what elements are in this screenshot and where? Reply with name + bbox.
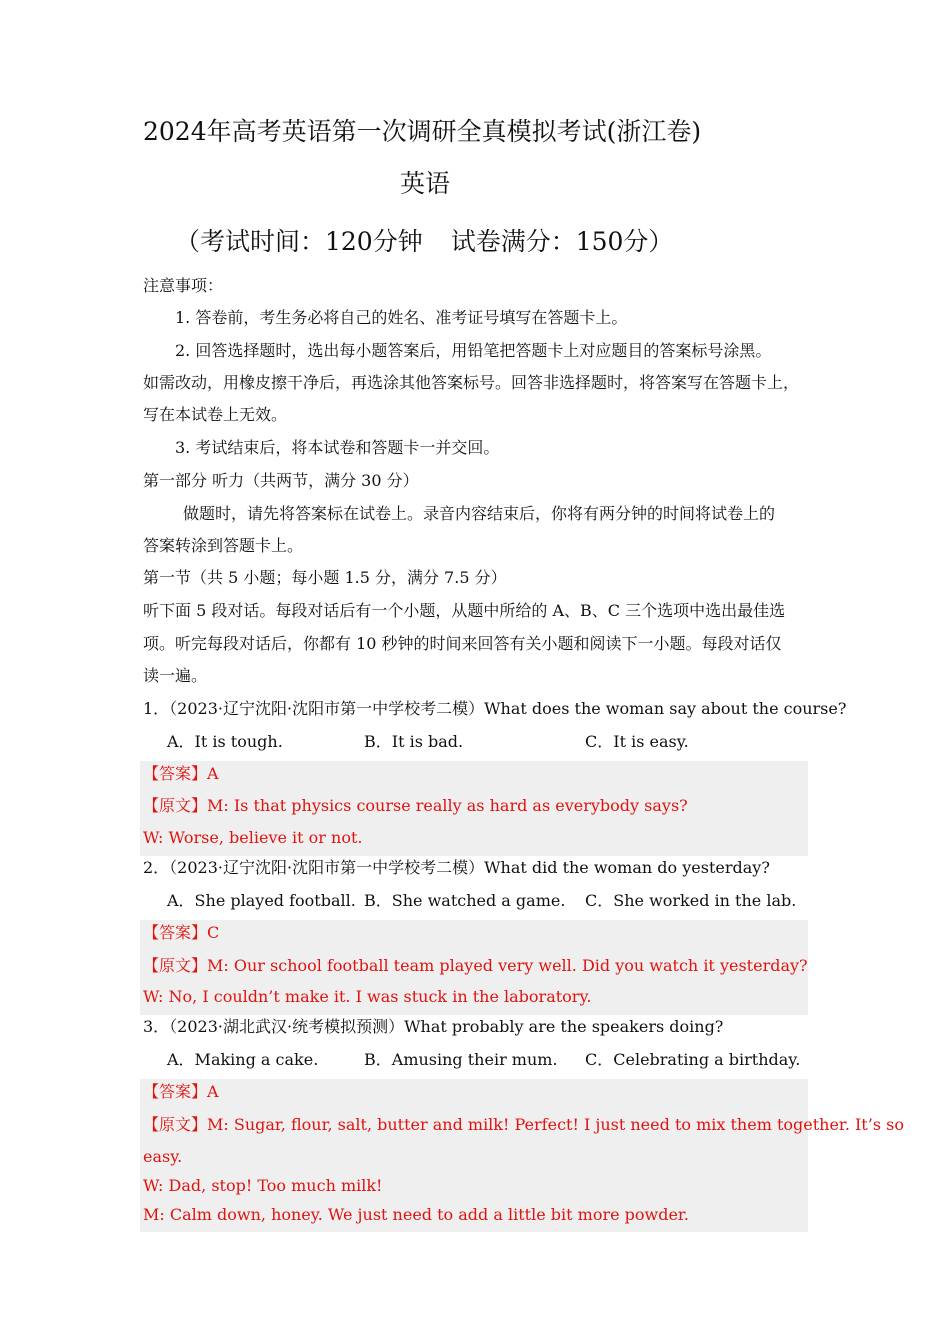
note-1: 1. 答卷前，考生务必将自己的姓名、准考证号填写在答题卡上。 bbox=[175, 308, 628, 327]
question-stem: 1．（2023·辽宁沈阳·沈阳市第一中学校考二模）What does the woman say about the course? bbox=[143, 699, 847, 718]
option-b: B．She watched a game. bbox=[364, 891, 566, 910]
answer-label: 【答案】C bbox=[143, 923, 220, 942]
option-c: C．She worked in the lab. bbox=[585, 891, 797, 910]
option-a: A．Making a cake. bbox=[167, 1050, 319, 1069]
note-2c: 写在本试卷上无效。 bbox=[143, 405, 288, 424]
exam-time: （考试时间：120分钟 bbox=[175, 227, 423, 256]
note-3: 3. 考试结束后，将本试卷和答题卡一并交回。 bbox=[175, 438, 500, 457]
transcript-line: W: Dad, stop! Too much milk! bbox=[143, 1176, 383, 1195]
note-2b: 如需改动，用橡皮擦干净后，再选涂其他答案标号。回答非选择题时，将答案写在答题卡上， bbox=[143, 373, 800, 392]
notes-heading: 注意事项： bbox=[143, 276, 224, 295]
transcript-line: 【原文】M: Is that physics course really as hard as everybody says? bbox=[143, 796, 688, 815]
section1-heading: 第一节（共 5 小题；每小题 1.5 分，满分 7.5 分） bbox=[143, 568, 507, 587]
part1-heading: 第一部分 听力（共两节，满分 30 分） bbox=[143, 471, 419, 490]
page-title: 2024年高考英语第一次调研全真模拟考试(浙江卷) bbox=[143, 117, 702, 146]
section1-instr-b: 项。听完每段对话后，你都有 10 秒钟的时间来回答有关小题和阅读下一小题。每段对话仅 bbox=[143, 634, 782, 653]
option-c: C．Celebrating a birthday. bbox=[585, 1050, 801, 1069]
answer-label: 【答案】A bbox=[143, 764, 219, 783]
part1-intro-b: 答案转涂到答题卡上。 bbox=[143, 536, 304, 555]
option-c: C．It is easy. bbox=[585, 732, 689, 751]
transcript-line: 【原文】M: Sugar, flour, salt, butter and milk! Perfect! I just need to mix them together. It’s so bbox=[143, 1115, 904, 1134]
section1-instr-c: 读一遍。 bbox=[143, 666, 208, 685]
question-stem: 3．（2023·湖北武汉·统考模拟预测）What probably are the speakers doing? bbox=[143, 1017, 724, 1036]
transcript-line: easy. bbox=[143, 1147, 183, 1166]
part1-intro-a: 做题时，请先将答案标在试卷上。录音内容结束后，你将有两分钟的时间将试卷上的 bbox=[183, 504, 776, 523]
option-a: A．She played football. bbox=[167, 891, 356, 910]
exam-score: 试卷满分：150分） bbox=[450, 227, 674, 256]
exam-meta bbox=[175, 222, 673, 258]
transcript-line: W: Worse, believe it or not. bbox=[143, 828, 363, 847]
transcript-line: 【原文】M: Our school football team played very well. Did you watch it yesterday? bbox=[143, 956, 808, 975]
option-b: B．It is bad. bbox=[364, 732, 464, 751]
transcript-line: M: Calm down, honey. We just need to add a little bit more powder. bbox=[143, 1205, 689, 1224]
subject-heading: 英语 bbox=[399, 169, 450, 198]
answer-label: 【答案】A bbox=[143, 1082, 219, 1101]
option-b: B．Amusing their mum. bbox=[364, 1050, 558, 1069]
section1-instr-a: 听下面 5 段对话。每段对话后有一个小题，从题中所给的 A、B、C 三个选项中选出最佳选 bbox=[143, 601, 786, 620]
note-2a: 2. 回答选择题时，选出每小题答案后，用铅笔把答题卡上对应题目的答案标号涂黑。 bbox=[175, 341, 772, 360]
question-stem: 2．（2023·辽宁沈阳·沈阳市第一中学校考二模）What did the woman do yesterday? bbox=[143, 858, 770, 877]
option-a: A．It is tough. bbox=[167, 732, 283, 751]
transcript-line: W: No, I couldn’t make it. I was stuck in the laboratory. bbox=[143, 987, 592, 1006]
